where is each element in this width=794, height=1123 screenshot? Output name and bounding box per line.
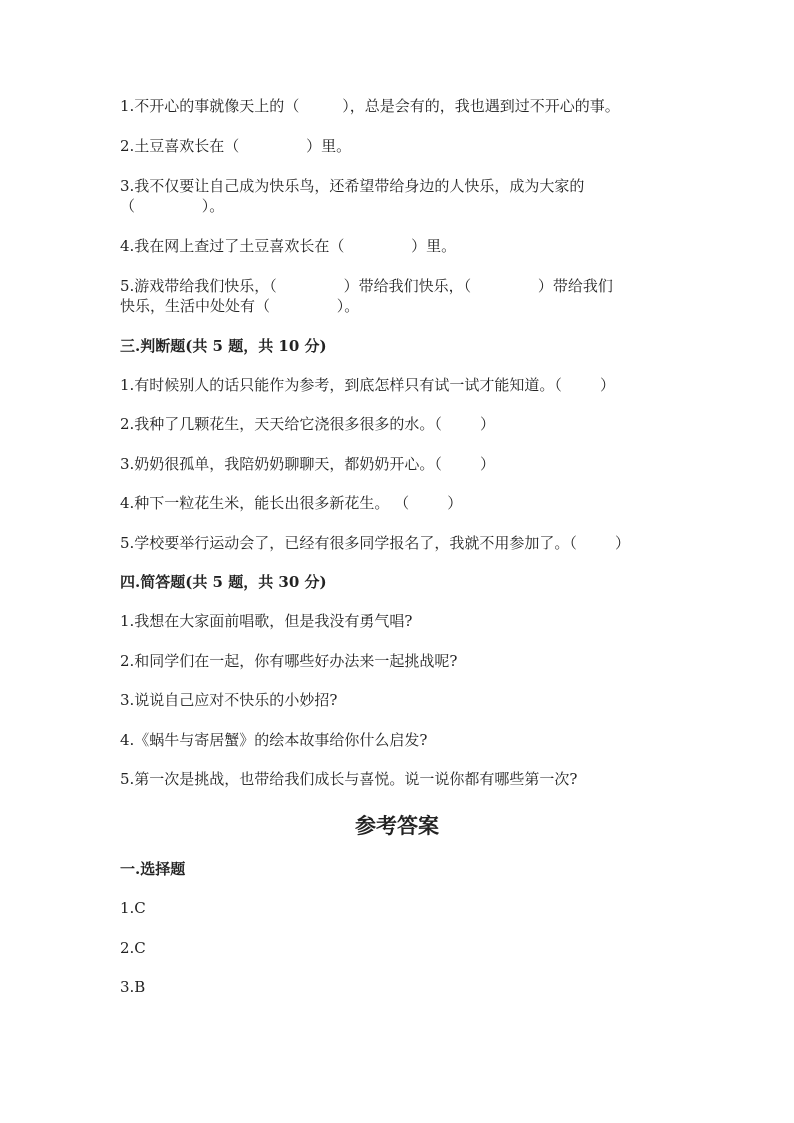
short-q2: 2.和同学们在一起，你有哪些好办法来一起挑战呢? [120,652,458,670]
answer-3: 3.B [120,978,146,996]
judge-q3: 3.奶奶很孤单，我陪奶奶聊聊天，都奶奶开心。（ ） [120,455,495,473]
judge-q1: 1.有时候别人的话只能作为参考，到底怎样只有试一试才能知道。（ ） [120,376,615,394]
judge-q5: 5.学校要举行运动会了，已经有很多同学报名了，我就不用参加了。（ ） [120,534,630,552]
judge-q4: 4.种下一粒花生米，能长出很多新花生。 （ ） [120,494,463,512]
fill-q3-line2: （ ）。 [120,197,225,215]
answers-title: 参考答案 [355,813,439,838]
fill-q4: 4.我在网上查过了土豆喜欢长在（ ）里。 [120,237,457,255]
short-heading: 四.简答题(共 5 题，共 30 分) [120,573,327,591]
fill-q5-line1: 5.游戏带给我们快乐，（ ）带给我们快乐，（ ）带给我们 [120,277,613,295]
fill-q1: 1.不开心的事就像天上的（ ），总是会有的，我也遇到过不开心的事。 [120,97,620,115]
short-q1: 1.我想在大家面前唱歌，但是我没有勇气唱? [120,612,413,630]
short-q5: 5.第一次是挑战，也带给我们成长与喜悦。说一说你都有哪些第一次? [120,770,578,788]
fill-q5-line2: 快乐，生活中处处有（ ）。 [120,297,360,315]
answer-1: 1.C [120,899,146,917]
answer-2: 2.C [120,939,146,957]
fill-q3-line1: 3.我不仅要让自己成为快乐鸟，还希望带给身边的人快乐，成为大家的 [120,177,585,195]
judge-q2: 2.我种了几颗花生，天天给它浇很多很多的水。（ ） [120,415,495,433]
short-q4: 4.《蜗牛与寄居蟹》的绘本故事给你什么启发? [120,731,428,749]
fill-q2: 2.土豆喜欢长在（ ）里。 [120,137,352,155]
short-q3: 3.说说自己应对不快乐的小妙招? [120,691,338,709]
judge-heading: 三.判断题(共 5 题，共 10 分) [120,337,327,355]
answers-section-choice: 一.选择题 [120,860,186,878]
